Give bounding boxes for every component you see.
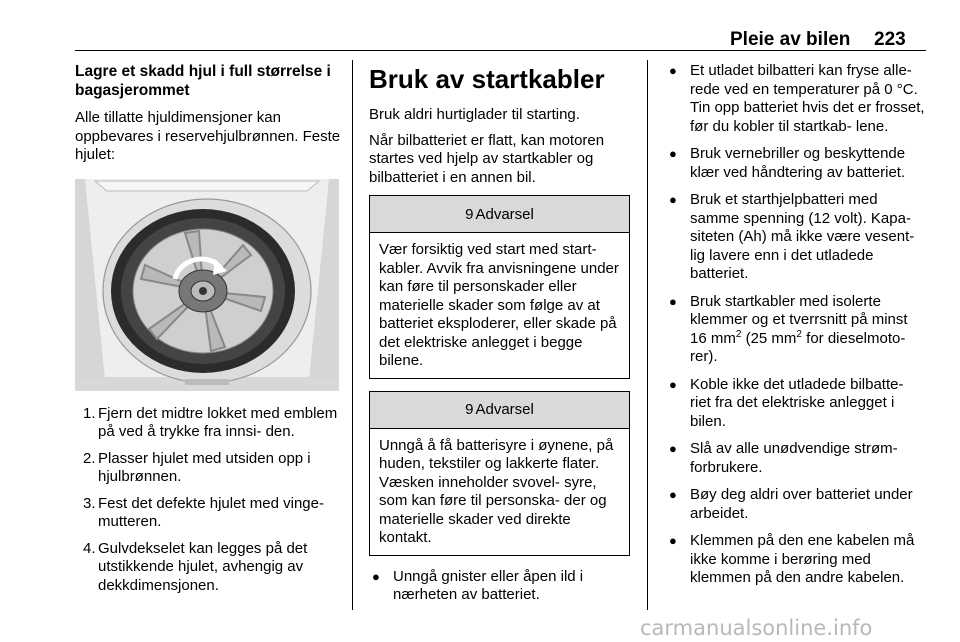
column-divider <box>352 60 353 610</box>
list-item: 4. Gulvdekselet kan legges på det utstikkende hjulet, avhengig av dekkdimensjonen. <box>83 539 308 594</box>
spare-wheel-illustration <box>75 179 339 391</box>
warning-text: Unngå å få batterisyre i øynene, på huden, tekstiler og lakkerte flater. Væsken inneholder svovel- syre, som kan føre til personska- der og materielle skader ved direkte kontakt. <box>379 436 614 546</box>
list-item: 2. Plasser hjulet med utsiden opp i hjulbrønnen. <box>83 449 311 485</box>
paragraph: Bruk aldri hurtiglader til starting. <box>369 106 580 123</box>
bullet-icon: ● <box>372 568 380 584</box>
steps-list <box>75 405 343 596</box>
warning-header <box>370 392 629 429</box>
warning-icon: 9 <box>465 205 474 223</box>
list-item: ● Bøy deg aldri over batteriet under arbeidet. <box>669 486 913 522</box>
list-item: ● Bruk vernebriller og beskyttende klær ved håndtering av batteriet. <box>669 145 906 181</box>
warning-icon: 9 <box>465 401 474 418</box>
header-divider <box>75 50 926 51</box>
bullet-list <box>666 62 928 588</box>
warning-box <box>369 391 630 556</box>
bullet-icon: ● <box>669 533 677 548</box>
bullet-icon: ● <box>669 192 677 207</box>
warning-title: Advarsel <box>475 205 534 223</box>
intro-paragraph: Alle tillatte hjuldimensjoner kan oppbevares i reservehjulbrønnen. Feste hjulet: <box>75 109 341 163</box>
bullet-list <box>369 568 633 605</box>
section-heading-jump-start: Bruk av startkabler <box>369 64 605 94</box>
list-item: ● Bruk startkabler med isolerte klemmer og et tverrsnitt på minst 16 $mm^2$ (25 $mm^2$ for dieselmoto- rer). <box>669 292 908 365</box>
bullet-icon: ● <box>669 487 677 502</box>
bullet-icon: ● <box>669 63 677 78</box>
column-precautions <box>666 62 928 597</box>
warning-box <box>369 195 630 379</box>
list-item: 3. Fest det defekte hjulet med vinge- mutteren. <box>83 494 324 530</box>
list-item: 1. Fjern det midtre lokket med emblem på ved å trykke fra innsi- den. <box>83 404 338 440</box>
page-header-title: Pleie av bilen <box>730 29 851 50</box>
bullet-icon: ● <box>669 441 677 456</box>
list-item: ● Bruk et starthjelpbatteri med samme spenning (12 volt). Kapa- siteten (Ah) må ikke være vesent- lig lavere enn i det utladede batteriet. <box>669 191 915 282</box>
warning-title: Advarsel <box>475 401 534 418</box>
section-heading-spare-wheel: Lagre et skadd hjul i full størrelse i bagasjerommet <box>75 63 331 99</box>
bullet-icon: ● <box>669 293 677 309</box>
page-number: 223 <box>874 29 906 50</box>
list-item: ● Unngå gnister eller åpen ild i nærheten av batteriet. <box>372 567 584 603</box>
warning-header <box>370 196 629 233</box>
list-item: ● Et utladet bilbatteri kan fryse alle- rede ved en temperaturer på 0 °C. Tin opp batteriet hvis det er frosset, før du kobler til startkab- lene. <box>669 62 925 135</box>
column-spare-wheel <box>75 62 343 603</box>
bullet-icon: ● <box>669 376 677 392</box>
paragraph: Når bilbatteriet er flatt, kan motoren startes ved hjelp av startkabler og bilbatteriet i en annen bil. <box>369 131 605 186</box>
watermark: carmanualsonline.info <box>640 616 873 640</box>
bullet-icon: ● <box>669 146 677 161</box>
warning-text: Vær forsiktig ved start med start- kabler. Avvik fra anvisningene under kan føre til personskader eller materielle skader som følge av at batteriet eksploderer, eller skade på det elektriske anlegget i begge bilene. <box>379 241 619 369</box>
list-item: ● Slå av alle unødvendige strøm- forbrukere. <box>669 440 898 476</box>
column-divider <box>647 60 648 610</box>
column-jump-start <box>369 62 633 614</box>
list-item: ● Klemmen på den ene kabelen må ikke komme i berøring med klemmen på den andre kabelen. <box>669 532 915 586</box>
list-item: ● Koble ikke det utladede bilbatte- riet fra det elektriske anlegget i bilen. <box>669 375 904 430</box>
